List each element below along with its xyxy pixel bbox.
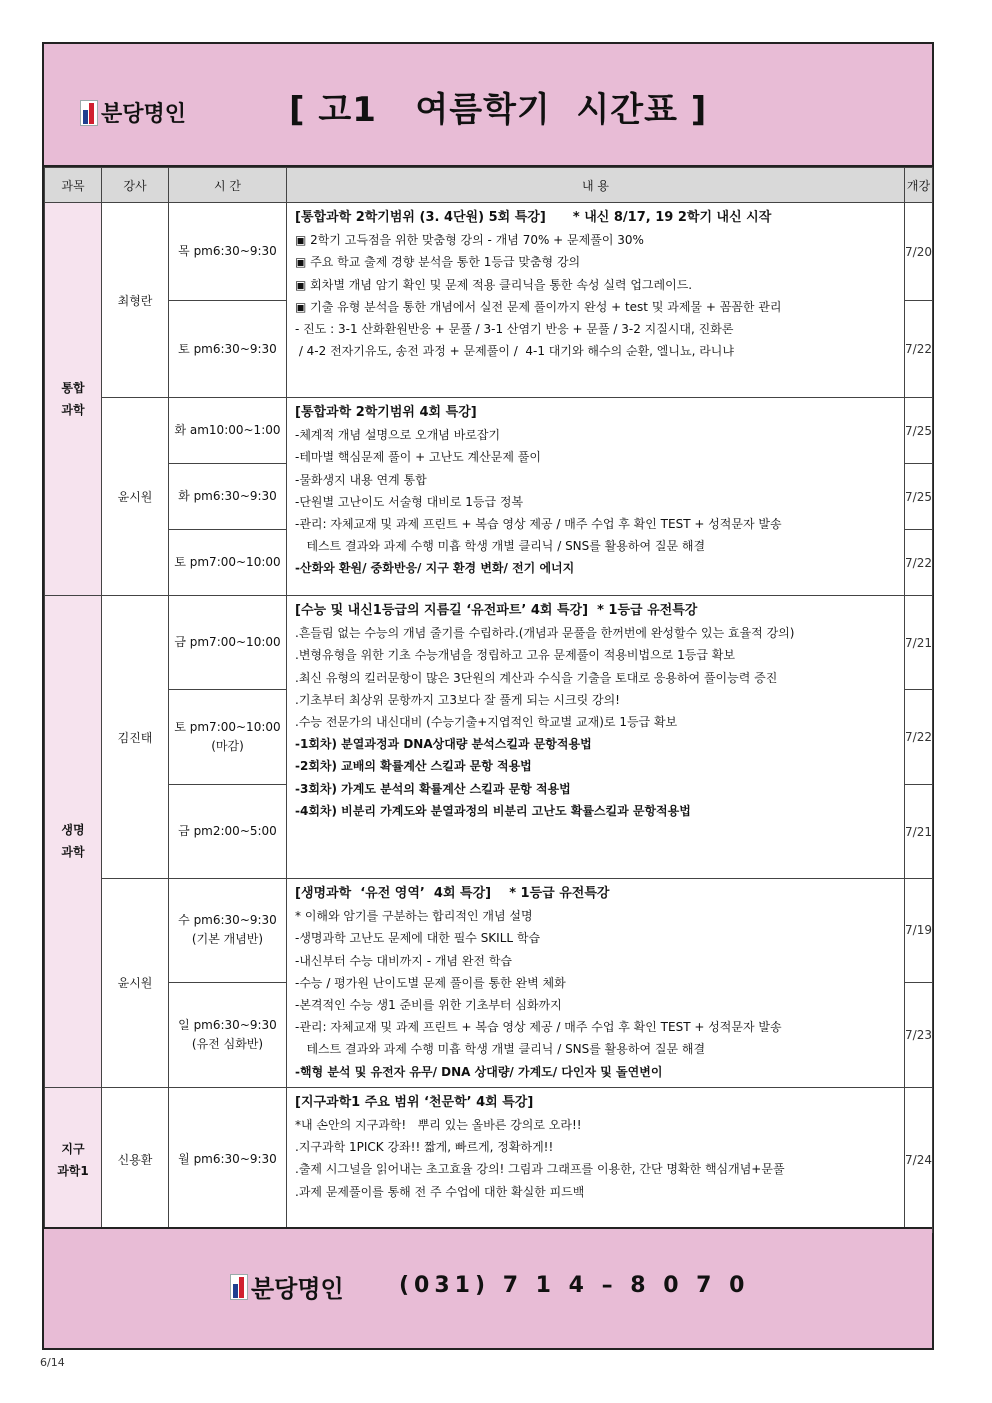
footer-logo [230, 1269, 344, 1304]
content-line: / 4-2 전자기유도, 송전 과정 + 문제풀이 / 4-1 대기와 해수의 순환, 엘니뇨, 라니냐 [295, 344, 734, 359]
footer [44, 1227, 932, 1348]
timetable-frame [42, 42, 934, 1350]
content-line: -생명과학 고난도 문제에 대한 필수 SKILL 학습 [295, 931, 541, 946]
schedule-table [44, 167, 933, 1233]
open-date-cell: 7/22 [905, 301, 933, 398]
content-cell [287, 398, 905, 596]
open-date-cell: 7/25 [905, 464, 933, 530]
page-number: 6/14 [40, 1356, 65, 1369]
time-cell: 목 pm6:30~9:30 [169, 203, 287, 301]
page-title: [ 고1 여름학기 시간표 ] [289, 90, 708, 130]
content-line: .흔들림 없는 수능의 개념 줄기를 수립하라.(개념과 문풀을 한꺼번에 완성할수 있는 효율적 강의) [295, 626, 795, 641]
table-header-row [45, 168, 933, 203]
content-line: -3회차) 가계도 분석의 확률계산 스킬과 문항 적용법 [295, 781, 571, 796]
time-cell: 토 pm7:00~10:00 (마감) [169, 690, 287, 785]
content-line: .출제 시그널을 읽어내는 초고효율 강의! 그림과 그래프를 이용한, 간단 명확한 핵심개념+문풀 [295, 1162, 785, 1177]
footer-phone: (031) 7 1 4 – 8 0 7 0 [399, 1273, 750, 1298]
time-cell: 토 pm7:00~10:00 [169, 530, 287, 596]
time-cell: 토 pm6:30~9:30 [169, 301, 287, 398]
content-line: -체계적 개념 설명으로 오개념 바로잡기 [295, 428, 501, 443]
content-line: -4회차) 비분리 가계도와 분열과정의 비분리 고난도 확률스킬과 문항적용법 [295, 803, 691, 818]
open-date-cell: 7/22 [905, 530, 933, 596]
brand-logo-icon [80, 100, 98, 126]
open-date-cell: 7/20 [905, 203, 933, 301]
content-line: -물화생지 내용 연계 통합 [295, 472, 427, 487]
table-row [45, 203, 933, 301]
teacher-cell: 김진태 [102, 596, 169, 879]
table-row [45, 596, 933, 690]
content-heading: [지구과학1 주요 범위 ‘천문학’ 4회 특강] [295, 1094, 534, 1110]
col-header-subject: 과목 [45, 168, 102, 203]
time-cell: 수 pm6:30~9:30 (기본 개념반) [169, 879, 287, 983]
open-date-cell: 7/21 [905, 596, 933, 690]
content-line: -테마별 핵심문제 풀이 + 고난도 계산문제 풀이 [295, 450, 541, 465]
content-line: -핵형 분석 및 유전자 유무/ DNA 상대량/ 가계도/ 다인자 및 돌연변이 [295, 1064, 663, 1079]
open-date-cell: 7/25 [905, 398, 933, 464]
content-cell [287, 596, 905, 879]
content-line: ▣ 주요 학교 출제 경향 분석을 통한 1등급 맞춤형 강의 [295, 255, 581, 270]
brand-logo-icon [230, 1274, 248, 1300]
content-heading: [수능 및 내신1등급의 지름길 ‘유전파트’ 4회 특강] * 1등급 유전특강 [295, 603, 698, 618]
teacher-cell: 최형란 [102, 203, 169, 398]
col-header-content: 내 용 [287, 168, 905, 203]
content-line: -관리: 자체교재 및 과제 프린트 + 복습 영상 제공 / 매주 수업 후 확인 TEST + 성적문자 발송 [295, 1020, 782, 1035]
content-cell [287, 879, 905, 1088]
content-line: .과제 문제풀이를 통해 전 주 수업에 대한 확실한 피드백 [295, 1184, 585, 1199]
subject-cell: 생명 과학 [45, 596, 102, 1088]
content-line: .변형유형을 위한 기초 수능개념을 정립하고 고유 문제풀이 적용비법으로 1등급 확보 [295, 648, 735, 663]
open-date-cell: 7/19 [905, 879, 933, 983]
content-line: .기초부터 최상위 문항까지 고3보다 잘 풀게 되는 시크릿 강의! [295, 692, 620, 707]
content-line: 테스트 결과와 과제 수행 미흡 학생 개별 클리닉 / SNS를 활용하여 질문 해결 [295, 539, 706, 554]
time-cell: 금 pm7:00~10:00 [169, 596, 287, 690]
col-header-time: 시 간 [169, 168, 287, 203]
teacher-cell: 신용환 [102, 1087, 169, 1232]
header-brand: 분당명인 [101, 102, 187, 127]
content-line: -본격적인 수능 생1 준비를 위한 기초부터 심화까지 [295, 998, 562, 1013]
col-header-open: 개강 [905, 168, 933, 203]
content-line: *내 손안의 지구과학! 뿌리 있는 올바른 강의로 오라!! [295, 1118, 582, 1133]
content-line: ▣ 2학기 고득점을 위한 맞춤형 강의 - 개념 70% + 문제풀이 30% [295, 233, 644, 248]
table-row [45, 1087, 933, 1232]
content-heading: [통합과학 2학기범위 (3. 4단원) 5회 특강] * 내신 8/17, 19 2학기 내신 시작 [295, 210, 772, 225]
table-row [45, 398, 933, 464]
content-line: -산화와 환원/ 중화반응/ 지구 환경 변화/ 전기 에너지 [295, 561, 575, 576]
table-row [45, 879, 933, 983]
content-line: - 진도 : 3-1 산화환원반응 + 문풀 / 3-1 산염기 반응 + 문풀 / 3-2 지질시대, 진화론 [295, 322, 734, 337]
subject-cell: 통합 과학 [45, 203, 102, 596]
col-header-teacher: 강사 [102, 168, 169, 203]
content-line: 테스트 결과와 과제 수행 미흡 학생 개별 클리닉 / SNS를 활용하여 질문 해결 [295, 1042, 706, 1057]
content-cell [287, 1087, 905, 1232]
header [44, 44, 932, 167]
content-line: -2회차) 교배의 확률계산 스킬과 문항 적용법 [295, 759, 532, 774]
header-logo [80, 97, 186, 128]
content-line: .지구과학 1PICK 강좌!! 짧게, 빠르게, 정확하게!! [295, 1140, 554, 1155]
time-cell: 화 am10:00~1:00 [169, 398, 287, 464]
content-line: ▣ 기출 유형 분석을 통한 개념에서 실전 문제 풀이까지 완성 + test 및 과제물 + 꼼꼼한 관리 [295, 299, 782, 314]
content-line: -내신부터 수능 대비까지 - 개념 완전 학습 [295, 953, 513, 968]
time-cell: 화 pm6:30~9:30 [169, 464, 287, 530]
open-date-cell: 7/23 [905, 982, 933, 1087]
footer-brand: 분당명인 [251, 1275, 344, 1303]
content-line: -1회차) 분열과정과 DNA상대량 분석스킬과 문항적용법 [295, 737, 592, 752]
content-line: * 이해와 암기를 구분하는 합리적인 개념 설명 [295, 909, 533, 924]
content-line: .수능 전문가의 내신대비 (수능기출+지엽적인 학교별 교재)로 1등급 확보 [295, 715, 678, 730]
content-line: -단원별 고난이도 서술형 대비로 1등급 정복 [295, 494, 524, 509]
subject-cell: 지구 과학1 [45, 1087, 102, 1232]
time-cell: 월 pm6:30~9:30 [169, 1087, 287, 1232]
open-date-cell: 7/22 [905, 690, 933, 785]
open-date-cell: 7/24 [905, 1087, 933, 1232]
teacher-cell: 윤시원 [102, 398, 169, 596]
time-cell: 일 pm6:30~9:30 (유전 심화반) [169, 982, 287, 1087]
content-line: .최신 유형의 킬러문항이 많은 3단원의 계산과 수식을 기출을 토대로 응용하여 풀이능력 증진 [295, 670, 778, 685]
content-heading: [통합과학 2학기범위 4회 특강] [295, 405, 477, 420]
content-heading: [생명과학 ‘유전 영역’ 4회 특강] * 1등급 유전특강 [295, 886, 610, 901]
open-date-cell: 7/21 [905, 785, 933, 879]
content-cell [287, 203, 905, 398]
content-line: -관리: 자체교재 및 과제 프린트 + 복습 영상 제공 / 매주 수업 후 확인 TEST + 성적문자 발송 [295, 517, 782, 532]
teacher-cell: 윤시원 [102, 879, 169, 1088]
content-line: ▣ 회차별 개념 암기 확인 및 문제 적용 클리닉을 통한 속성 실력 업그레이드. [295, 277, 693, 292]
content-line: -수능 / 평가원 난이도별 문제 풀이를 통한 완벽 체화 [295, 975, 566, 990]
time-cell: 금 pm2:00~5:00 [169, 785, 287, 879]
